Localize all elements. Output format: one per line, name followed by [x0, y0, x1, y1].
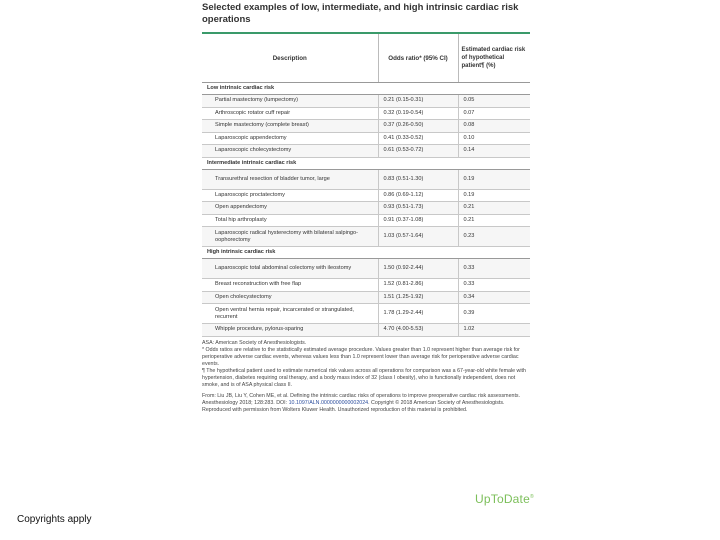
cell-description: Whipple procedure, pylorus-sparing — [202, 324, 378, 337]
cell-description: Partial mastectomy (lumpectomy) — [202, 95, 378, 108]
citation-copyright: . Copyright © 2018 American Society of Anesthesiologists. Reproduced with permission from Wolters Kluwer Health. Unauthorized reproduction of this material is prohibited. — [202, 400, 505, 414]
table-row — [202, 202, 530, 215]
table-title: Selected examples of low, intermediate, and high intrinsic cardiac risk operations — [202, 2, 519, 25]
cell-odds: 0.41 (0.33-0.52) — [378, 132, 458, 145]
cell-description: Laparoscopic total abdominal colectomy with ileostomy — [202, 259, 378, 279]
cell-risk: 0.39 — [458, 304, 530, 324]
cell-odds: 1.50 (0.92-2.44) — [378, 259, 458, 279]
cell-description: Simple mastectomy (complete breast) — [202, 120, 378, 133]
doi-link[interactable]: 10.1097/ALN.0000000000002024 — [288, 400, 369, 407]
footnote-patient: ¶ The hypothetical patient used to estimate numerical risk values across all operations for comparison was a 67-year-old white female with hypertension, diabetes requiring oral therapy, and a body mass index of 32 (class I obesity), who is functionally independent, does not smoke, and is of ASA physical class II. — [202, 367, 526, 389]
cell-risk: 1.02 — [458, 324, 530, 337]
cell-odds: 0.32 (0.19-0.54) — [378, 107, 458, 120]
cell-risk: 0.10 — [458, 132, 530, 145]
table-row — [202, 95, 530, 108]
table-row — [202, 227, 530, 247]
cell-odds: 0.21 (0.15-0.31) — [378, 95, 458, 108]
table-row — [202, 259, 530, 279]
cell-odds: 0.86 (0.69-1.12) — [378, 189, 458, 202]
cell-odds: 1.03 (0.57-1.64) — [378, 227, 458, 247]
cell-description: Laparoscopic cholecystectomy — [202, 145, 378, 158]
header-description: Description — [202, 33, 378, 83]
cell-description: Arthroscopic rotator cuff repair — [202, 107, 378, 120]
cell-description: Open cholecystectomy — [202, 291, 378, 304]
table-row — [202, 324, 530, 337]
footnote-odds: * Odds ratios are relative to the statistically estimated average procedure. Values greater than 1.0 represent higher than average risk for perioperative adverse cardiac events, whereas values less than 1.0 represent lower than average risk for perioperative adverse cardiac events. — [202, 346, 520, 367]
cell-risk: 0.33 — [458, 279, 530, 292]
cell-risk: 0.21 — [458, 202, 530, 215]
cell-risk: 0.05 — [458, 95, 530, 108]
cell-risk: 0.33 — [458, 259, 530, 279]
cell-description: Transurethral resection of bladder tumor, large — [202, 169, 378, 189]
cell-description: Laparoscopic proctatectomy — [202, 189, 378, 202]
cell-odds: 1.52 (0.81-2.86) — [378, 279, 458, 292]
document-figure — [202, 0, 530, 414]
copyright-notice: Copyrights apply — [17, 514, 92, 525]
cell-risk: 0.07 — [458, 107, 530, 120]
cell-description: Breast reconstruction with free flap — [202, 279, 378, 292]
table-row — [202, 132, 530, 145]
cell-description: Open ventral hernia repair, incarcerated or strangulated, recurrent — [202, 304, 378, 324]
section-high — [202, 247, 530, 259]
table-row — [202, 291, 530, 304]
cell-risk: 0.21 — [458, 214, 530, 227]
cell-odds: 0.91 (0.37-1.08) — [378, 214, 458, 227]
table-row — [202, 145, 530, 158]
cell-odds: 1.51 (1.25-1.92) — [378, 291, 458, 304]
section-label: Low intrinsic cardiac risk — [202, 83, 530, 95]
footnote-abbrev: ASA: American Society of Anesthesiologists. — [202, 339, 307, 346]
section-label: Intermediate intrinsic cardiac risk — [202, 157, 530, 169]
section-label: High intrinsic cardiac risk — [202, 247, 530, 259]
table-row — [202, 189, 530, 202]
header-row — [202, 33, 530, 83]
table-row — [202, 120, 530, 133]
cell-description: Open appendectomy — [202, 202, 378, 215]
cell-description: Laparoscopic radical hysterectomy with bilateral salpingo-oophorectomy — [202, 227, 378, 247]
table-row — [202, 279, 530, 292]
risk-table — [202, 32, 530, 337]
header-estimated-risk: Estimated cardiac risk of hypothetical patient¶ (%) — [458, 33, 530, 83]
cell-description: Laparoscopic appendectomy — [202, 132, 378, 145]
table-row — [202, 169, 530, 189]
cell-risk: 0.34 — [458, 291, 530, 304]
table-row — [202, 107, 530, 120]
table-row — [202, 214, 530, 227]
cell-risk: 0.23 — [458, 227, 530, 247]
uptodate-logo — [475, 492, 534, 506]
cell-odds: 0.83 (0.51-1.30) — [378, 169, 458, 189]
cell-risk: 0.19 — [458, 189, 530, 202]
citation — [202, 393, 530, 414]
table-row — [202, 304, 530, 324]
section-low — [202, 83, 530, 95]
cell-odds: 1.78 (1.29-2.44) — [378, 304, 458, 324]
cell-odds: 0.93 (0.51-1.73) — [378, 202, 458, 215]
citation-text: From: Liu JB, Liu Y, Cohen ME, et al. Defining the intrinsic cardiac risks of operations to improve preoperative cardiac risk assessments. Anesthesiology 2018; 128:283. DOI: — [202, 393, 521, 407]
cell-risk: 0.14 — [458, 145, 530, 158]
registered-mark: ® — [529, 494, 534, 500]
brand-name: UpToDate — [475, 492, 530, 506]
cell-odds: 0.37 (0.26-0.50) — [378, 120, 458, 133]
footnotes — [202, 340, 530, 415]
cell-risk: 0.08 — [458, 120, 530, 133]
cell-risk: 0.19 — [458, 169, 530, 189]
cell-odds: 4.70 (4.00-5.53) — [378, 324, 458, 337]
cell-odds: 0.61 (0.53-0.72) — [378, 145, 458, 158]
header-odds-ratio: Odds ratio* (95% CI) — [378, 33, 458, 83]
section-intermediate — [202, 157, 530, 169]
cell-description: Total hip arthroplasty — [202, 214, 378, 227]
